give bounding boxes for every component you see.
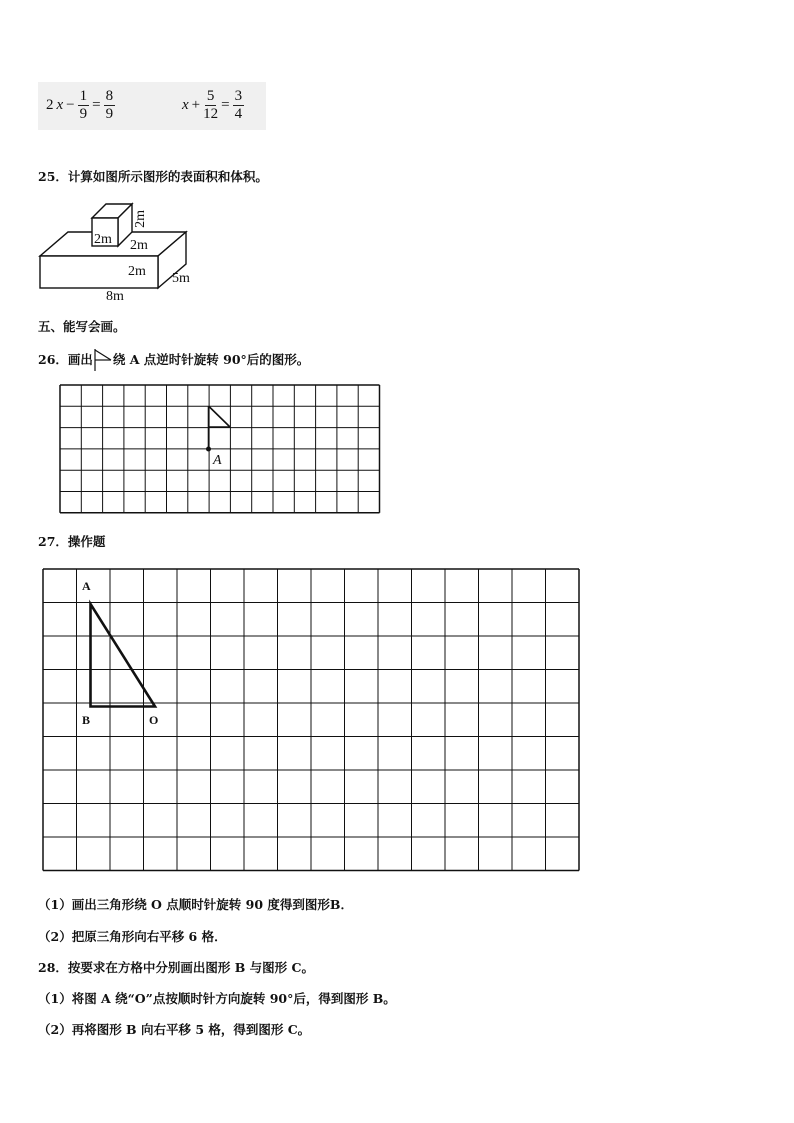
eq2-fraction <box>203 88 218 123</box>
eq2-result-denominator: 4 <box>234 106 243 122</box>
eq1-equals: = <box>92 97 101 113</box>
eq1-result-denominator: 9 <box>105 106 114 122</box>
label-big-length: 8m <box>106 289 124 302</box>
q27-grid <box>42 568 580 876</box>
q25-cuboid-figure <box>36 196 206 302</box>
section-5-heading: 五、能写会画。 <box>38 319 126 334</box>
eq1-fraction <box>78 88 90 123</box>
eq1-frac-denominator: 9 <box>79 106 88 122</box>
eq1-coefficient: 2 <box>46 97 54 113</box>
eq1-frac-numerator: 1 <box>79 88 88 104</box>
label-big-depth: 5m <box>172 271 190 286</box>
label-small-front: 2m <box>94 232 112 247</box>
q25-text: 25．计算如图所示图形的表面积和体积。 <box>38 169 268 184</box>
eq1-variable: x <box>56 97 64 113</box>
eq1-operator: − <box>66 97 75 113</box>
q27-task-2: （2）把原三角形向右平移 6 格． <box>38 929 227 944</box>
eq2-frac-numerator: 5 <box>206 88 215 104</box>
eq2-equals: = <box>221 97 230 113</box>
flag-shape-icon <box>93 349 113 371</box>
eq2-variable: x <box>182 97 189 113</box>
q27-text: 27．操作题 <box>38 534 106 549</box>
label-o: O <box>149 713 159 727</box>
eq1-result <box>104 88 116 123</box>
label-small-depth: 2m <box>130 238 148 253</box>
eq2-result <box>233 88 245 123</box>
q26-text <box>38 349 309 371</box>
label-a: A <box>82 579 91 593</box>
q27-task-1: （1）画出三角形绕 O 点顺时针旋转 90 度得到图形B． <box>38 897 353 912</box>
triangle-abo <box>91 604 156 707</box>
point-a-dot <box>206 447 211 452</box>
eq1-result-numerator: 8 <box>105 88 114 104</box>
equation-1 <box>46 88 115 123</box>
q28-task-1: （1）将图 A 绕“O”点按顺时针方向旋转 90°后，得到图形 B。 <box>38 991 396 1006</box>
q26-prefix: 26．画出 <box>38 352 93 367</box>
q26-grid <box>59 384 383 514</box>
flag-diagonal <box>209 406 231 427</box>
q26-suffix: 绕 A 点逆时针旋转 90°后的图形。 <box>112 352 310 367</box>
q28-task-2: （2）再将图形 B 向右平移 5 格，得到图形 C。 <box>38 1022 311 1037</box>
point-a-label: A <box>213 453 222 468</box>
label-big-height: 2m <box>128 264 146 279</box>
equation-2 <box>182 88 244 123</box>
q28-text: 28．按要求在方格中分别画出图形 B 与图形 C。 <box>38 960 314 975</box>
eq2-frac-denominator: 12 <box>203 106 219 122</box>
eq2-operator: + <box>191 97 201 113</box>
label-small-height: 2m <box>133 210 148 228</box>
eq2-result-numerator: 3 <box>234 88 243 104</box>
label-b: B <box>82 713 91 727</box>
